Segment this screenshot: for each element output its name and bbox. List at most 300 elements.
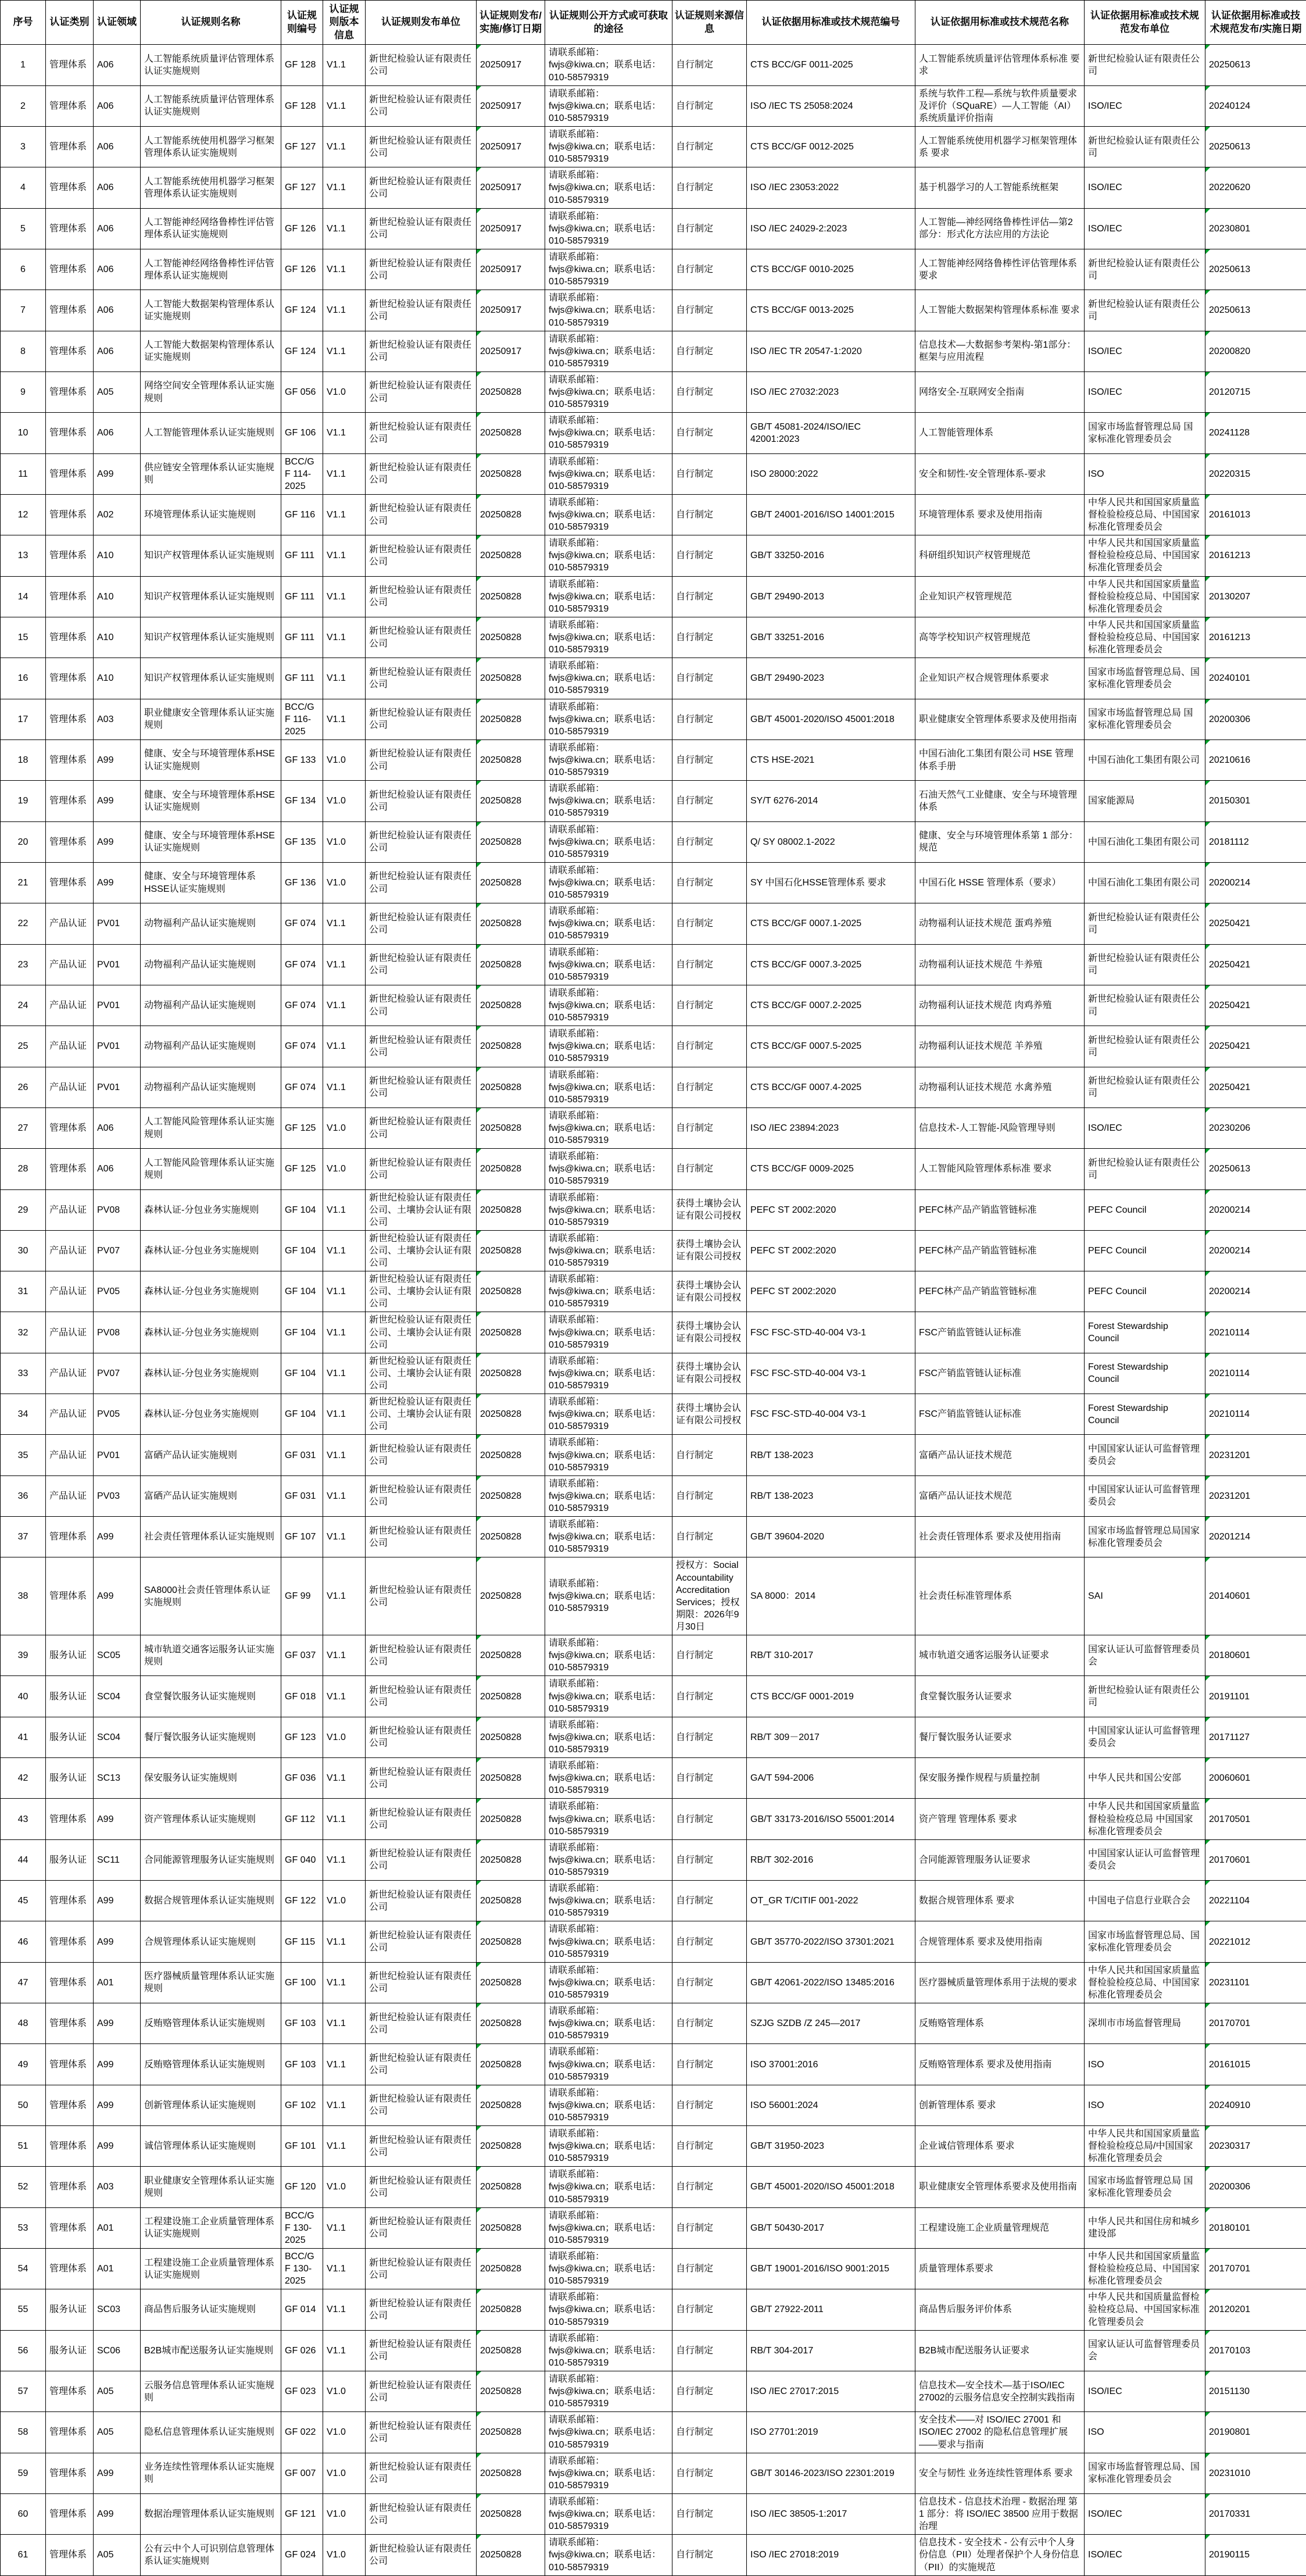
cell-cert-field: PV03 (94, 1475, 141, 1516)
cell-rule-access-method: 请联系邮箱：fwjs@kiwa.cn；联系电话：010-58579319 (545, 371, 672, 412)
cell-rule-number: GF 123 (281, 1717, 323, 1757)
cell-cert-type: 服务认证 (46, 1635, 94, 1676)
table-body (1, 45, 1306, 2575)
cell-rule-publish-date: 20250828 (477, 1271, 545, 1312)
cell-cert-field: A02 (94, 494, 141, 535)
cell-rule-number: GF 056 (281, 371, 323, 412)
cell-rule-version: V1.1 (323, 126, 366, 167)
cell-standard-name: 网络安全-互联网安全指南 (915, 371, 1085, 412)
cell-rule-number: GF 014 (281, 2289, 323, 2330)
cell-cert-field: A05 (94, 2412, 141, 2453)
cell-cert-type: 管理体系 (46, 2126, 94, 2167)
cell-cert-type: 管理体系 (46, 1881, 94, 1921)
cell-rule-access-method: 请联系邮箱：fwjs@kiwa.cn；联系电话：010-58579319 (545, 739, 672, 780)
cell-rule-access-method: 请联系邮箱：fwjs@kiwa.cn；联系电话：010-58579319 (545, 1271, 672, 1312)
cell-standard-number: GB/T 50430-2017 (747, 2207, 915, 2248)
cell-rule-number: GF 101 (281, 2126, 323, 2167)
cell-standard-date: 20241128 (1205, 413, 1306, 453)
cell-rule-publish-date: 20250828 (477, 903, 545, 944)
cell-rule-access-method: 请联系邮箱：fwjs@kiwa.cn；联系电话：010-58579319 (545, 494, 672, 535)
cell-standard-publisher: PEFC Council (1085, 1230, 1205, 1271)
cell-cert-type: 管理体系 (46, 1107, 94, 1148)
cell-standard-number: GB/T 33250-2016 (747, 535, 915, 576)
cell-standard-name: 安全技术——对 ISO/IEC 27001 和 ISO/IEC 27002 的隐私信息管理扩展——要求与指南 (915, 2412, 1085, 2453)
cell-standard-number: ISO /IEC 23894:2023 (747, 1107, 915, 1148)
cell-index: 22 (1, 903, 46, 944)
cell-standard-publisher: ISO/IEC (1085, 208, 1205, 249)
cell-standard-name: 动物福利认证技术规范 肉鸡养殖 (915, 985, 1085, 1026)
cell-standard-number: ISO 27701:2019 (747, 2412, 915, 2453)
cell-rule-publisher: 新世纪检验认证有限责任公司 (366, 494, 477, 535)
cell-rule-source: 获得土壤协会认证有限公司授权 (672, 1312, 747, 1353)
cell-standard-number: ISO /IEC 38505-1:2017 (747, 2494, 915, 2535)
cell-rule-version: V1.1 (323, 2044, 366, 2085)
table-row (1, 2371, 1306, 2412)
cell-rule-number: GF 135 (281, 821, 323, 862)
cell-index: 59 (1, 2453, 46, 2493)
cell-rule-name: 动物福利产品认证实施规则 (141, 1067, 281, 1107)
cell-standard-publisher: 中华人民共和国国家质量监督检验检疫总局、中国国家标准化管理委员会 (1085, 576, 1205, 617)
cell-rule-version: V1.1 (323, 208, 366, 249)
table-row (1, 821, 1306, 862)
cell-rule-source: 自行制定 (672, 821, 747, 862)
cell-rule-number: GF 007 (281, 2453, 323, 2493)
cell-standard-publisher: 中华人民共和国住房和城乡建设部 (1085, 2207, 1205, 2248)
cell-cert-type: 产品认证 (46, 1189, 94, 1230)
cell-index: 25 (1, 1026, 46, 1067)
cell-rule-access-method: 请联系邮箱：fwjs@kiwa.cn；联系电话：010-58579319 (545, 1312, 672, 1353)
cell-rule-number: GF 116 (281, 494, 323, 535)
cell-rule-publish-date: 20250828 (477, 2453, 545, 2493)
cell-standard-name: B2B城市配送服务认证要求 (915, 2330, 1085, 2371)
cell-rule-number: GF 128 (281, 45, 323, 85)
cell-rule-version: V1.1 (323, 2085, 366, 2125)
cell-standard-name: 职业健康安全管理体系要求及使用指南 (915, 699, 1085, 739)
cell-rule-name: 供应链安全管理体系认证实施规则 (141, 453, 281, 494)
cell-cert-field: A99 (94, 1517, 141, 1557)
cell-rule-publisher: 新世纪检验认证有限责任公司 (366, 2412, 477, 2453)
cell-standard-number: CTS BCC/GF 0007.3-2025 (747, 944, 915, 985)
cell-rule-number: GF 127 (281, 126, 323, 167)
table-row (1, 617, 1306, 658)
cell-rule-access-method: 请联系邮箱：fwjs@kiwa.cn；联系电话：010-58579319 (545, 126, 672, 167)
cell-rule-name: SA8000社会责任管理体系认证实施规则 (141, 1557, 281, 1635)
cell-rule-access-method: 请联系邮箱：fwjs@kiwa.cn；联系电话：010-58579319 (545, 2371, 672, 2412)
cell-standard-publisher: ISO/IEC (1085, 2371, 1205, 2412)
cell-rule-version: V1.1 (323, 2207, 366, 2248)
cell-cert-field: A06 (94, 413, 141, 453)
cell-rule-publish-date: 20250828 (477, 944, 545, 985)
cell-standard-number: FSC FSC-STD-40-004 V3-1 (747, 1394, 915, 1435)
cell-rule-publisher: 新世纪检验认证有限责任公司 (366, 453, 477, 494)
cell-cert-field: A01 (94, 1962, 141, 2003)
cell-rule-version: V1.1 (323, 1921, 366, 1962)
cell-rule-publish-date: 20250917 (477, 331, 545, 371)
cell-standard-publisher: 新世纪检验认证有限责任公司 (1085, 903, 1205, 944)
cell-standard-date: 20250613 (1205, 290, 1306, 331)
cell-rule-access-method: 请联系邮箱：fwjs@kiwa.cn；联系电话：010-58579319 (545, 862, 672, 903)
cell-rule-access-method: 请联系邮箱：fwjs@kiwa.cn；联系电话：010-58579319 (545, 1475, 672, 1516)
cell-standard-date: 20220620 (1205, 167, 1306, 208)
cell-rule-version: V1.1 (323, 290, 366, 331)
cell-rule-number: GF 100 (281, 1962, 323, 2003)
cell-rule-version: V1.0 (323, 862, 366, 903)
cell-rule-access-method: 请联系邮箱：fwjs@kiwa.cn；联系电话：010-58579319 (545, 1107, 672, 1148)
cell-cert-type: 产品认证 (46, 1475, 94, 1516)
cell-standard-publisher: ISO (1085, 2412, 1205, 2453)
cell-rule-access-method: 请联系邮箱：fwjs@kiwa.cn；联系电话：010-58579319 (545, 290, 672, 331)
cell-rule-publisher: 新世纪检验认证有限责任公司 (366, 1149, 477, 1189)
cell-standard-date: 20170601 (1205, 1839, 1306, 1880)
cell-rule-publish-date: 20250828 (477, 2207, 545, 2248)
cell-rule-publisher: 新世纪检验认证有限责任公司 (366, 1962, 477, 2003)
table-row (1, 576, 1306, 617)
cell-cert-type: 服务认证 (46, 2330, 94, 2371)
cell-rule-number: GF 037 (281, 1635, 323, 1676)
cell-cert-field: A99 (94, 2453, 141, 2493)
cell-rule-version: V1.0 (323, 2371, 366, 2412)
table-row (1, 699, 1306, 739)
header-rule-publisher: 认证规则发布单位 (366, 1, 477, 45)
cell-rule-publish-date: 20250828 (477, 371, 545, 412)
cell-rule-access-method: 请联系邮箱：fwjs@kiwa.cn；联系电话：010-58579319 (545, 1394, 672, 1435)
cell-rule-number: GF 124 (281, 331, 323, 371)
cell-rule-publisher: 新世纪检验认证有限责任公司 (366, 1067, 477, 1107)
cell-standard-name: 餐厅餐饮服务认证要求 (915, 1717, 1085, 1757)
table-row (1, 413, 1306, 453)
cell-rule-publish-date: 20250828 (477, 2412, 545, 2453)
cell-standard-number: ISO 37001:2016 (747, 2044, 915, 2085)
cell-rule-access-method: 请联系邮箱：fwjs@kiwa.cn；联系电话：010-58579319 (545, 617, 672, 658)
cell-rule-access-method: 请联系邮箱：fwjs@kiwa.cn；联系电话：010-58579319 (545, 699, 672, 739)
cell-standard-publisher: ISO/IEC (1085, 2494, 1205, 2535)
cell-rule-source: 自行制定 (672, 1881, 747, 1921)
cell-rule-publish-date: 20250828 (477, 1107, 545, 1148)
cell-cert-type: 管理体系 (46, 494, 94, 535)
cell-rule-publisher: 新世纪检验认证有限责任公司 (366, 1107, 477, 1148)
cell-cert-field: A99 (94, 739, 141, 780)
cell-standard-date: 20201214 (1205, 1517, 1306, 1557)
cell-standard-publisher: 国家市场监督管理总局 国家标准化管理委员会 (1085, 2167, 1205, 2207)
cell-standard-number: PEFC ST 2002:2020 (747, 1230, 915, 1271)
cell-standard-date: 20250421 (1205, 1026, 1306, 1067)
cell-cert-field: A99 (94, 1921, 141, 1962)
cell-standard-date: 20200214 (1205, 1189, 1306, 1230)
cell-index: 37 (1, 1517, 46, 1557)
cell-standard-number: CTS BCC/GF 0007.1-2025 (747, 903, 915, 944)
cell-cert-field: A06 (94, 85, 141, 126)
cell-standard-date: 20200214 (1205, 1271, 1306, 1312)
cell-standard-number: RB/T 302-2016 (747, 1839, 915, 1880)
cell-rule-publish-date: 20250917 (477, 208, 545, 249)
cell-rule-version: V1.1 (323, 1962, 366, 2003)
cell-rule-name: 餐厅餐饮服务认证实施规则 (141, 1717, 281, 1757)
cell-standard-publisher: 新世纪检验认证有限责任公司 (1085, 1149, 1205, 1189)
cell-rule-version: V1.1 (323, 1635, 366, 1676)
cell-rule-source: 自行制定 (672, 167, 747, 208)
cell-rule-name: 森林认证-分包业务实施规则 (141, 1312, 281, 1353)
cell-rule-access-method: 请联系邮箱：fwjs@kiwa.cn；联系电话：010-58579319 (545, 2167, 672, 2207)
cell-rule-source: 自行制定 (672, 249, 747, 290)
cell-index: 34 (1, 1394, 46, 1435)
table-row (1, 1189, 1306, 1230)
cell-rule-access-method: 请联系邮箱：fwjs@kiwa.cn；联系电话：010-58579319 (545, 1149, 672, 1189)
cell-cert-type: 管理体系 (46, 371, 94, 412)
cell-index: 7 (1, 290, 46, 331)
cell-standard-date: 20240910 (1205, 2085, 1306, 2125)
cell-rule-publisher: 新世纪检验认证有限责任公司 (366, 371, 477, 412)
cell-rule-source: 自行制定 (672, 1921, 747, 1962)
cell-cert-field: SC13 (94, 1758, 141, 1799)
cell-rule-source: 自行制定 (672, 985, 747, 1026)
cell-rule-version: V1.1 (323, 2003, 366, 2044)
cell-standard-name: 数据合规管理体系 要求 (915, 1881, 1085, 1921)
cell-cert-type: 管理体系 (46, 1921, 94, 1962)
cell-index: 58 (1, 2412, 46, 2453)
cell-standard-date: 20161213 (1205, 617, 1306, 658)
cell-rule-name: 动物福利产品认证实施规则 (141, 985, 281, 1026)
cell-rule-version: V1.0 (323, 2167, 366, 2207)
cell-rule-access-method: 请联系邮箱：fwjs@kiwa.cn；联系电话：010-58579319 (545, 576, 672, 617)
cell-rule-access-method: 请联系邮箱：fwjs@kiwa.cn；联系电话：010-58579319 (545, 1839, 672, 1880)
cell-rule-name: 森林认证-分包业务实施规则 (141, 1394, 281, 1435)
cell-rule-publisher: 新世纪检验认证有限责任公司 (366, 944, 477, 985)
cell-index: 9 (1, 371, 46, 412)
cell-rule-version: V1.0 (323, 2453, 366, 2493)
cell-rule-version: V1.0 (323, 2535, 366, 2575)
cell-standard-publisher: 中国石油化工集团有限公司 (1085, 739, 1205, 780)
cell-rule-publish-date: 20250828 (477, 1839, 545, 1880)
cell-rule-publisher: 新世纪检验认证有限责任公司 (366, 2453, 477, 2493)
cell-rule-access-method: 请联系邮箱：fwjs@kiwa.cn；联系电话：010-58579319 (545, 2412, 672, 2453)
cell-rule-publisher: 新世纪检验认证有限责任公司 (366, 126, 477, 167)
cell-cert-type: 服务认证 (46, 1758, 94, 1799)
cell-standard-number: ISO /IEC TS 25058:2024 (747, 85, 915, 126)
table-row (1, 1107, 1306, 1148)
cell-cert-type: 管理体系 (46, 2249, 94, 2289)
table-row (1, 1026, 1306, 1067)
table-row (1, 371, 1306, 412)
cell-index: 60 (1, 2494, 46, 2535)
cell-rule-number: BCC/GF 130-2025 (281, 2207, 323, 2248)
cell-standard-publisher: Forest Stewardship Council (1085, 1353, 1205, 1394)
cell-rule-publisher: 新世纪检验认证有限责任公司 (366, 985, 477, 1026)
cell-index: 11 (1, 453, 46, 494)
cell-rule-number: GF 024 (281, 2535, 323, 2575)
table-row (1, 862, 1306, 903)
cell-rule-source: 自行制定 (672, 45, 747, 85)
cell-rule-publisher: 新世纪检验认证有限责任公司 (366, 2494, 477, 2535)
cell-standard-name: 基于机器学习的人工智能系统框架 (915, 167, 1085, 208)
cell-rule-publish-date: 20250828 (477, 413, 545, 453)
cell-cert-type: 管理体系 (46, 658, 94, 699)
cell-rule-publisher: 新世纪检验认证有限责任公司 (366, 658, 477, 699)
cell-standard-name: 人工智能大数据架构管理体系标准 要求 (915, 290, 1085, 331)
cell-rule-name: 人工智能管理体系认证实施规则 (141, 413, 281, 453)
cell-standard-date: 20200306 (1205, 699, 1306, 739)
cell-rule-publisher: 新世纪检验认证有限责任公司、土壤协会认证有限公司 (366, 1271, 477, 1312)
cell-standard-publisher: 国家市场监督管理总局、国家标准化管理委员会 (1085, 658, 1205, 699)
cell-rule-publish-date: 20250828 (477, 1758, 545, 1799)
cell-rule-publisher: 新世纪检验认证有限责任公司 (366, 781, 477, 821)
cell-rule-access-method: 请联系邮箱：fwjs@kiwa.cn；联系电话：010-58579319 (545, 45, 672, 85)
cell-rule-publish-date: 20250917 (477, 85, 545, 126)
cell-standard-number: GB/T 39604-2020 (747, 1517, 915, 1557)
cell-index: 49 (1, 2044, 46, 2085)
cell-standard-date: 20210114 (1205, 1353, 1306, 1394)
cell-index: 56 (1, 2330, 46, 2371)
cell-rule-number: GF 111 (281, 658, 323, 699)
cell-rule-version: V1.1 (323, 413, 366, 453)
cell-rule-version: V1.0 (323, 2412, 366, 2453)
cell-rule-version: V1.1 (323, 1799, 366, 1839)
cell-standard-publisher: 新世纪检验认证有限责任公司 (1085, 290, 1205, 331)
cell-rule-version: V1.1 (323, 1026, 366, 1067)
cell-cert-type: 管理体系 (46, 617, 94, 658)
cell-standard-name: 人工智能管理体系 (915, 413, 1085, 453)
cell-standard-name: 人工智能系统使用机器学习框架管理体系 要求 (915, 126, 1085, 167)
cell-standard-date: 20181112 (1205, 821, 1306, 862)
table-row (1, 1271, 1306, 1312)
cell-rule-version: V1.1 (323, 1475, 366, 1516)
cell-standard-publisher: 中国电子信息行业联合会 (1085, 1881, 1205, 1921)
cell-rule-publisher: 新世纪检验认证有限责任公司 (366, 2126, 477, 2167)
cell-rule-number: GF 026 (281, 2330, 323, 2371)
cell-rule-name: 食堂餐饮服务认证实施规则 (141, 1676, 281, 1717)
table-row (1, 1717, 1306, 1757)
cell-rule-version: V1.0 (323, 781, 366, 821)
cell-standard-name: 人工智能神经网络鲁棒性评估管理体系 要求 (915, 249, 1085, 290)
cell-rule-publish-date: 20250828 (477, 862, 545, 903)
cell-standard-date: 20221104 (1205, 1881, 1306, 1921)
header-rule-source: 认证规则来源信息 (672, 1, 747, 45)
cell-standard-name: 动物福利认证技术规范 羊养殖 (915, 1026, 1085, 1067)
cell-rule-version: V1.1 (323, 167, 366, 208)
cell-rule-access-method: 请联系邮箱：fwjs@kiwa.cn；联系电话：010-58579319 (545, 1676, 672, 1717)
cell-rule-number: GF 102 (281, 2085, 323, 2125)
cell-standard-number: CTS BCC/GF 0010-2025 (747, 249, 915, 290)
cell-standard-name: 动物福利认证技术规范 牛养殖 (915, 944, 1085, 985)
table-row (1, 1394, 1306, 1435)
cell-cert-field: A99 (94, 781, 141, 821)
cell-standard-name: 石油天然气工业健康、安全与环境管理体系 (915, 781, 1085, 821)
cell-rule-access-method: 请联系邮箱：fwjs@kiwa.cn；联系电话：010-58579319 (545, 903, 672, 944)
cell-standard-publisher: 中华人民共和国质量监督检验检疫总局、中国国家标准化管理委员会 (1085, 2289, 1205, 2330)
cell-index: 23 (1, 944, 46, 985)
cell-rule-source: 自行制定 (672, 862, 747, 903)
cell-rule-access-method: 请联系邮箱：fwjs@kiwa.cn；联系电话：010-58579319 (545, 1067, 672, 1107)
cell-standard-publisher: 国家市场监督管理总局国家标准化管理委员会 (1085, 1517, 1205, 1557)
cell-cert-type: 管理体系 (46, 1557, 94, 1635)
cell-standard-date: 20250421 (1205, 1067, 1306, 1107)
cell-rule-publisher: 新世纪检验认证有限责任公司 (366, 1717, 477, 1757)
cell-cert-type: 管理体系 (46, 535, 94, 576)
cell-standard-number: CTS BCC/GF 0001-2019 (747, 1676, 915, 1717)
cell-rule-source: 自行制定 (672, 1839, 747, 1880)
cell-rule-source: 自行制定 (672, 1149, 747, 1189)
table-row (1, 2535, 1306, 2575)
cell-standard-number: RB/T 310-2017 (747, 1635, 915, 1676)
cell-cert-field: A06 (94, 208, 141, 249)
cell-cert-type: 管理体系 (46, 2044, 94, 2085)
cell-rule-source: 自行制定 (672, 2126, 747, 2167)
cell-standard-publisher: 中华人民共和国国家质量监督检验检疫总局/中国国家标准化管理委员会 (1085, 2126, 1205, 2167)
cell-standard-name: 中国石化 HSSE 管理体系（要求） (915, 862, 1085, 903)
cell-cert-field: A99 (94, 2494, 141, 2535)
cell-rule-source: 自行制定 (672, 2167, 747, 2207)
table-header (1, 1, 1306, 45)
cell-rule-source: 自行制定 (672, 2453, 747, 2493)
cell-rule-version: V1.1 (323, 1676, 366, 1717)
cell-rule-access-method: 请联系邮箱：fwjs@kiwa.cn；联系电话：010-58579319 (545, 2289, 672, 2330)
cell-rule-number: GF 103 (281, 2044, 323, 2085)
cell-standard-date: 20210114 (1205, 1312, 1306, 1353)
cell-rule-source: 自行制定 (672, 1676, 747, 1717)
cell-rule-publish-date: 20250828 (477, 1435, 545, 1475)
cell-standard-number: ISO /IEC 27018:2019 (747, 2535, 915, 2575)
cell-rule-access-method: 请联系邮箱：fwjs@kiwa.cn；联系电话：010-58579319 (545, 1189, 672, 1230)
header-cert-type: 认证类别 (46, 1, 94, 45)
cell-rule-number: BCC/GF 130-2025 (281, 2249, 323, 2289)
cell-index: 8 (1, 331, 46, 371)
cell-index: 12 (1, 494, 46, 535)
cell-rule-publish-date: 20250828 (477, 1189, 545, 1230)
cell-rule-name: 合同能源管理服务认证实施规则 (141, 1839, 281, 1880)
table-row (1, 2085, 1306, 2125)
cell-rule-number: GF 074 (281, 903, 323, 944)
cell-rule-source: 自行制定 (672, 617, 747, 658)
cell-index: 13 (1, 535, 46, 576)
cell-rule-number: GF 074 (281, 1026, 323, 1067)
cell-standard-number: SA 8000：2014 (747, 1557, 915, 1635)
cell-standard-publisher: 国家市场监督管理总局、国家标准化管理委员会 (1085, 2453, 1205, 2493)
cell-rule-publisher: 新世纪检验认证有限责任公司 (366, 1435, 477, 1475)
cell-rule-access-method: 请联系邮箱：fwjs@kiwa.cn；联系电话：010-58579319 (545, 2330, 672, 2371)
cell-rule-access-method: 请联系邮箱：fwjs@kiwa.cn；联系电话：010-58579319 (545, 167, 672, 208)
cell-rule-source: 自行制定 (672, 208, 747, 249)
cell-standard-date: 20170331 (1205, 2494, 1306, 2535)
cell-rule-name: 社会责任管理体系认证实施规则 (141, 1517, 281, 1557)
cell-cert-type: 产品认证 (46, 1026, 94, 1067)
cell-standard-name: 企业知识产权合规管理体系要求 (915, 658, 1085, 699)
cell-standard-date: 20230317 (1205, 2126, 1306, 2167)
header-rule-publish-date: 认证规则发布/实施/修订日期 (477, 1, 545, 45)
cell-cert-field: A01 (94, 2249, 141, 2289)
cell-standard-number: OT_GR T/CITIF 001-2022 (747, 1881, 915, 1921)
cell-rule-publisher: 新世纪检验认证有限责任公司、土壤协会认证有限公司 (366, 1312, 477, 1353)
cell-rule-version: V1.1 (323, 576, 366, 617)
cell-index: 36 (1, 1475, 46, 1516)
cell-index: 29 (1, 1189, 46, 1230)
cell-standard-date: 20151130 (1205, 2371, 1306, 2412)
cell-standard-date: 20180601 (1205, 1635, 1306, 1676)
cell-standard-number: FSC FSC-STD-40-004 V3-1 (747, 1312, 915, 1353)
cell-rule-number: GF 122 (281, 1881, 323, 1921)
cell-rule-name: 人工智能大数据架构管理体系认证实施规则 (141, 290, 281, 331)
cell-rule-publish-date: 20250828 (477, 1717, 545, 1757)
cell-index: 52 (1, 2167, 46, 2207)
cell-cert-type: 管理体系 (46, 2207, 94, 2248)
cell-index: 41 (1, 1717, 46, 1757)
cell-rule-access-method: 请联系邮箱：fwjs@kiwa.cn；联系电话：010-58579319 (545, 1230, 672, 1271)
table-row (1, 2330, 1306, 2371)
cell-index: 15 (1, 617, 46, 658)
cell-cert-type: 管理体系 (46, 821, 94, 862)
cell-index: 45 (1, 1881, 46, 1921)
cell-standard-number: GB/T 27922-2011 (747, 2289, 915, 2330)
cell-rule-name: 业务连续性管理体系认证实施规则 (141, 2453, 281, 2493)
cell-rule-name: 保安服务认证实施规则 (141, 1758, 281, 1799)
